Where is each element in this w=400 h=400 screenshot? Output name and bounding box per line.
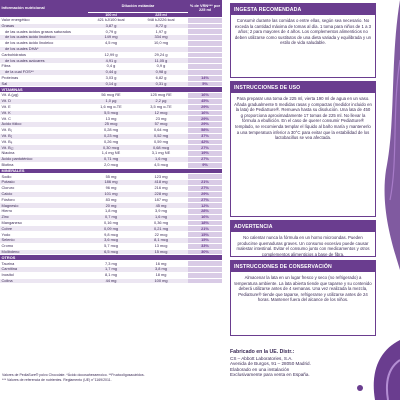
info-column [230, 0, 400, 400]
storage-instructions-title: INSTRUCCIONES DE CONSERVACIÓN [231, 261, 375, 272]
value-225ml: 11,05 g [134, 58, 188, 64]
nutrient-name: Yodo [0, 232, 88, 238]
nutrient-name: Vit. C [0, 116, 88, 122]
value-225ml: 6,82 g [134, 75, 188, 81]
value-100ml: 2,0 mcg [88, 162, 134, 168]
value-100ml: 13 mg [88, 116, 134, 122]
nutrient-name: Vit. D [0, 98, 88, 104]
value-225ml: 45 mg [134, 203, 188, 209]
value-225ml: 0,59 mg [134, 139, 188, 145]
value-225ml: 4,5 mcg [134, 162, 188, 168]
value-225ml: 948 kJ/226 kcal [134, 17, 188, 23]
value-100ml: 0,30 mcg [88, 145, 134, 151]
header-nutrition-info: Información nutricional [0, 0, 88, 17]
nutrient-name: Magnesio [0, 203, 88, 209]
nutrient-name: Fibra [0, 64, 88, 70]
value-225ml: 187 mg [134, 197, 188, 203]
vrn-percent: 33% [188, 243, 222, 249]
vrn-percent: 18% [188, 220, 222, 226]
value-100ml: 9,8 mcg [88, 232, 134, 238]
value-100ml: 3,6 mcg [88, 238, 134, 244]
nutrient-name: Sodio [0, 174, 88, 180]
vrn-percent: 27% [188, 145, 222, 151]
vrn-percent: 19% [188, 151, 222, 157]
nutrient-name: de las cuales ácidos grasos saturados [0, 29, 88, 35]
value-100ml: 5,7 mcg [88, 243, 134, 249]
value-225ml: 0,36 mg [134, 220, 188, 226]
recommended-intake-text: Consumir durante las comidas o entre ellas, según sea necesario. No exceda la cantidad máxima de tomas al día. 1 toma para niños de 1 a 3 años; 2 para mayores de 4 años. Los complementos alimenticios no deben utilizarse como sustitutos de una dieta variada y equilibrada y un estilo de vida saludable. [234, 18, 372, 46]
value-100ml: 186 mg [88, 180, 134, 186]
nutrient-name: Vit. B₂ [0, 133, 88, 139]
value-100ml: 0,7 mg [88, 214, 134, 220]
value-100ml: 3,87 g [88, 23, 134, 29]
vrn-percent: 27% [188, 197, 222, 203]
nutrient-name: Cromo [0, 243, 88, 249]
nutrient-name: Vit. K [0, 110, 88, 116]
value-225ml: 15 mcg [134, 249, 188, 255]
nutrient-name: Cobre [0, 226, 88, 232]
value-225ml: 100 mg [134, 278, 188, 284]
vrn-percent: 15% [188, 232, 222, 238]
value-100ml: 55 mg [88, 174, 134, 180]
nutrient-name: Fósforo [0, 197, 88, 203]
value-225ml: 29,24 g [134, 52, 188, 58]
nutrient-name: Carbohidratos [0, 52, 88, 58]
value-225ml: 16 mg [134, 261, 188, 267]
section-title: OTROS [0, 255, 222, 261]
vrn-percent [188, 278, 222, 284]
value-100ml: 0,14 g [88, 81, 134, 87]
manufacturer-line: CS – Abbott Laboratories, S.A. [230, 355, 293, 361]
vrn-percent: 27% [188, 156, 222, 162]
value-225ml: 0,52 mg [134, 133, 188, 139]
vrn-percent: 29% [188, 116, 222, 122]
value-100ml: 3,03 g [88, 75, 134, 81]
section-title: MINERALES [0, 168, 222, 174]
value-100ml: 4,91 g [88, 58, 134, 64]
value-225ml: 8,72 g [134, 23, 188, 29]
nutrient-name: Calcio [0, 191, 88, 197]
vrn-percent: 29% [188, 191, 222, 197]
usage-instructions-title: INSTRUCCIONES DE USO [231, 82, 375, 93]
footnotes [2, 373, 222, 383]
nutrient-name: Biotina [0, 162, 88, 168]
value-100ml: 8,1 mg [88, 272, 134, 278]
value-100ml: 44 mg [88, 278, 134, 284]
nutrient-name: Cloruro [0, 185, 88, 191]
nutrient-name: Vit. B₆ [0, 139, 88, 145]
value-225ml: 18 mg [134, 272, 188, 278]
nutrient-name: Potasio [0, 180, 88, 186]
vrn-percent: 30% [188, 249, 222, 255]
value-100ml: 7,3 mg [88, 261, 134, 267]
nutrient-name: Zinc [0, 214, 88, 220]
nutrient-name: Niacina [0, 151, 88, 157]
value-225ml: 12 mcg [134, 110, 188, 116]
recommended-intake-box [230, 3, 376, 78]
table-header-row [0, 0, 222, 12]
warning-title: ADVERTENCIA [231, 221, 375, 232]
vrn-percent: 16% [188, 214, 222, 220]
value-100ml: 149 mg [88, 35, 134, 41]
value-225ml: 0,31 g [134, 81, 188, 87]
value-225ml: 2,2 µg [134, 98, 188, 104]
value-100ml: 0,4 g [88, 64, 134, 70]
value-100ml: 96 mg [88, 185, 134, 191]
value-100ml: 0,23 mg [88, 133, 134, 139]
warning-text: No calentar nunca la fórmula en un horno microondas. Pueden producirse quemaduras graves. Un consumo excesivo puede causar malestar intestinal. Evitar el consumo junto con medicamentos y otros complementos alimenticios a base de fibra. [236, 235, 370, 257]
value-225ml: 418 mg [134, 180, 188, 186]
value-100ml: 0,28 mg [88, 127, 134, 133]
nutrient-name: Vit. B₁₂ [0, 145, 88, 151]
value-225ml: 0,21 mg [134, 226, 188, 232]
value-100ml: 0,16 mg [88, 220, 134, 226]
value-225ml: 10,0 mg [134, 40, 188, 46]
value-100ml: 421 kJ/100 kcal [88, 17, 134, 23]
nutrient-name: Ácido pantoténico [0, 156, 88, 162]
nutrient-name: Grasas [0, 23, 88, 29]
nutrition-table [0, 0, 222, 284]
nutrient-name: Vit. E [0, 104, 88, 110]
value-100ml: 1,8 mg [88, 209, 134, 215]
value-100ml: 0,26 mg [88, 139, 134, 145]
value-100ml: 1,6 mg α-TE [88, 104, 134, 110]
vrn-percent: 9% [188, 162, 222, 168]
storage-instructions-box [230, 260, 376, 336]
value-100ml: 0,71 mg [88, 156, 134, 162]
value-225ml: 0,64 mg [134, 127, 188, 133]
nutrient-name: Valor energético [0, 17, 88, 23]
vrn-percent: 15% [188, 238, 222, 244]
header-dilution: Dilución estándar [88, 0, 188, 12]
header-vrn: % de VRN*** por 225 ml [188, 0, 222, 17]
nutrient-name: de la cual FOS** [0, 69, 88, 75]
nutrient-name: Hierro [0, 209, 88, 215]
vrn-percent: 27% [188, 185, 222, 191]
nutrient-name: Ácido fólico [0, 122, 88, 128]
value-100ml: 12,99 g [88, 52, 134, 58]
nutrient-name: Manganeso [0, 220, 88, 226]
value-225ml: 3,9 mg [134, 209, 188, 215]
value-225ml: 0,9 g [134, 64, 188, 70]
nutrient-name: Proteínas [0, 75, 88, 81]
decorative-corner-swirl [330, 330, 400, 400]
nutrient-name: Selenio [0, 238, 88, 244]
usage-instructions-box [230, 81, 376, 217]
value-225ml: 1,97 g [134, 29, 188, 35]
nutrient-name: Carnitina [0, 267, 88, 273]
vrn-percent: 42% [188, 139, 222, 145]
manufacturer-line: Avenida de Burgos, 91 – 28050 Madrid. [230, 361, 311, 367]
value-225ml: 3,1 mg NE [134, 151, 188, 157]
section-title: VITAMINAS [0, 87, 222, 93]
value-225ml: 1,6 mg [134, 156, 188, 162]
value-100ml: 1,7 mg [88, 267, 134, 273]
value-225ml: 3,8 mg [134, 267, 188, 273]
vrn-percent: 45% [188, 98, 222, 104]
value-225ml: 228 mg [134, 191, 188, 197]
nutrient-name: de los cuales azúcares [0, 58, 88, 64]
nutrient-name: Vit. B₁ [0, 127, 88, 133]
vrn-percent: 12% [188, 203, 222, 209]
value-225ml: 23 mg [134, 116, 188, 122]
recommended-intake-title: INGESTA RECOMENDADA [231, 4, 375, 15]
value-100ml: 5,5 mcg [88, 110, 134, 116]
nutrient-name: de los cuales ácido linolénico [0, 35, 88, 41]
manufacturer-title: Fabricado en la UE. Distr.: [230, 349, 295, 355]
nutrition-table-body [0, 17, 222, 284]
vrn-percent: 58% [188, 127, 222, 133]
vrn-percent: 21% [188, 226, 222, 232]
nutrient-name: Sal [0, 81, 88, 87]
nutrient-name: Taurina [0, 261, 88, 267]
storage-instructions-text: Almacenar la lata en un lugar fresco y seco (no refrigerado) a temperatura ambiente. La lata abierta tiende que taparse y su contenido deberá utilizarse antes de 4 semanas. Una vez realizada la mezcla, PediaSure® tiende que taparse, refrigerarse y utilizarse antes de 24 horas. Mantener fuera del alcance de los niños. [234, 275, 372, 303]
value-100ml: 25 mcg [88, 122, 134, 128]
warning-box [230, 220, 376, 257]
table-row [0, 278, 222, 284]
value-100ml: 0,09 mg [88, 226, 134, 232]
vrn-percent: 29% [188, 122, 222, 128]
value-100ml: 56 mcg RE [88, 93, 134, 99]
vrn-percent: 14% [188, 75, 222, 81]
vrn-percent: 16% [188, 110, 222, 116]
value-100ml: 4,5 mg [88, 40, 134, 46]
nutrient-name: de los cuales DHA* [0, 46, 88, 52]
value-100ml: 1,4 mg NE [88, 151, 134, 157]
value-100ml: 0,44 g [88, 69, 134, 75]
value-225ml: 0,68 mcg [134, 145, 188, 151]
value-225ml: 13 mcg [134, 243, 188, 249]
value-225ml: 1,6 mg [134, 214, 188, 220]
value-100ml: 0,79 g [88, 29, 134, 35]
vrn-percent: 5% [188, 81, 222, 87]
vrn-percent: 37% [188, 133, 222, 139]
value-225ml: 123 mg [134, 174, 188, 180]
value-225ml: 334 mg [134, 35, 188, 41]
value-100ml: 101 mg [88, 191, 134, 197]
value-100ml: 6,5 mcg [88, 249, 134, 255]
nutrient-name: Inositol [0, 272, 88, 278]
value-225ml: 22 mcg [134, 232, 188, 238]
nutrient-name: Colina [0, 278, 88, 284]
manufacturer-line: Elaborado en una instalación [230, 366, 290, 372]
value-100ml: 1,0 µg [88, 98, 134, 104]
usage-instructions-text: Para preparar una toma de 225 ml, vierta 190 ml de agua en un vaso. Añada gradualmente 5 medidas rasas y compactas (medidor incluido en la lata) de PediaSure®. Remueva hasta su disolución. Una lata de 450 g proporciona aproximadamente 17 tomas de 225 ml. No llevar la fórmula a ebullición. En el caso de querer consumir PediaSure® templado, se recomienda templar el líquido al baño maría y mantenerlo a una temperatura inferior a 30°C para evitar que la estabilidad de los lactobacillus se vea afectada. [234, 96, 372, 141]
value-225ml: 3,5 mg α-TE [134, 104, 188, 110]
header-225ml: 225 ml [134, 12, 188, 17]
value-225ml: 0,98 g [134, 69, 188, 75]
nutrient-name: de los cuales ácido linoleico [0, 40, 88, 46]
footnote-line-2: *** Valores de referencia de nutrientes. Reglamento (UE) n°1169/2011. [2, 378, 112, 382]
value-225ml: 8,1 mcg [134, 238, 188, 244]
value-100ml: 20 mg [88, 203, 134, 209]
footnote-line-1: Valores de PediaSure® polvo Chocolate. *Ácido docosahexaenoico. **Fructooligosacáridos. [2, 373, 145, 377]
nutrient-name: Vit. A (µg) [0, 93, 88, 99]
value-100ml: 83 mg [88, 197, 134, 203]
manufacturer-line: Exclusivamente para venta en España. [230, 372, 310, 378]
vrn-percent: 16% [188, 93, 222, 99]
header-100ml: 100 ml [88, 12, 134, 17]
nutrient-name: Molibdeno [0, 249, 88, 255]
value-225ml: 125 mcg RE [134, 93, 188, 99]
vrn-percent: 29% [188, 104, 222, 110]
vrn-percent: 28% [188, 209, 222, 215]
value-225ml: 57 mcg [134, 122, 188, 128]
value-225ml: 216 mg [134, 185, 188, 191]
vrn-percent: 21% [188, 180, 222, 186]
